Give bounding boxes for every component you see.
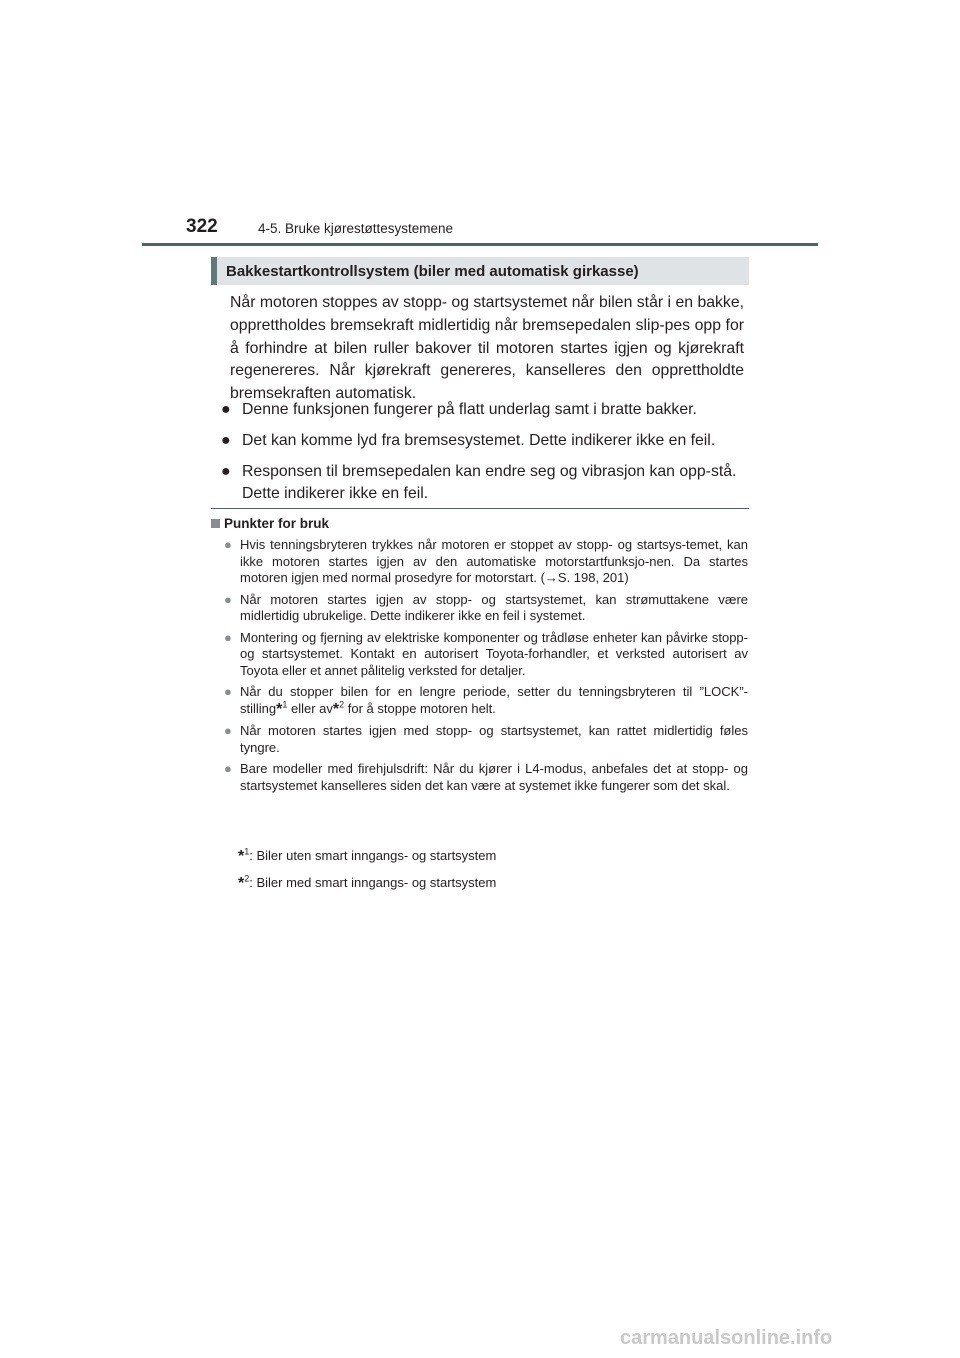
bullet-icon: ●: [224, 591, 232, 607]
watermark: carmanualsonline.info: [620, 1327, 833, 1349]
footnote-2: *$^2$: Biler med smart inngangs- og startsystem: [238, 873, 497, 892]
notes-list: [224, 537, 748, 799]
list-item: ● Når motoren startes igjen av stopp- og startsystemet, kan strømuttakene være midlertidig ubrukelige. Dette indikerer ikke en feil i systemet.: [224, 591, 748, 624]
lock-note: Når du stopper bilen for en lengre periode, setter du tenningsbryteren til ”LOCK”-stilling*$^1$ eller av*$^2$ for å stoppe motoren helt.: [240, 684, 748, 718]
list-item: ● Når motoren startes igjen med stopp- og startsystemet, kan rattet midlertidig føles tyngre.: [224, 723, 748, 755]
square-bullet-icon: [211, 519, 220, 528]
title-accent-bar: [211, 257, 217, 285]
list-item: ● Det kan komme lyd fra bremsesystemet. Dette indikerer ikke en feil.: [217, 430, 747, 453]
intro-paragraph: Når motoren stoppes av stopp- og startsystemet når bilen står i en bakke, opprettholdes bremsekraft midlertidig når bremsepedalen slip-pes opp for å forhindre at bilen ruller bakover til motoren startes igjen og kjørekraft regenereres. Når kjørekraft genereres, kanselleres den opprettholdte bremsekraften automatisk.: [230, 294, 744, 403]
section-label: 4-5. Bruke kjørestøttesystemene: [258, 221, 454, 236]
list-item: ● Montering og fjerning av elektriske komponenter og trådløse enheter kan påvirke stopp- og startsystemet. Kontakt en autorisert Toyota-forhandler, et verksted autorisert av Toyota eller et annet pålitelig verksted for detaljer.: [224, 629, 748, 678]
main-bullet-list: [217, 399, 747, 514]
footnote-1: *$^1$: Biler uten smart inngangs- og startsystem: [238, 846, 497, 865]
section-divider: [211, 508, 749, 509]
bullet-icon: ●: [221, 462, 231, 480]
bullet-icon: ●: [224, 684, 232, 700]
bullet-icon: ●: [221, 431, 231, 449]
list-item: ● Bare modeller med firehjulsdrift: Når du kjører i L4-modus, anbefales det at stopp- og startsystemet kanselleres siden det kan være at systemet ikke fungerer som det skal.: [224, 760, 748, 793]
bullet-icon: ●: [224, 537, 232, 552]
page-number: 322: [186, 216, 218, 237]
section-title: Bakkestartkontrollsystem (biler med automatisk girkasse): [226, 262, 639, 280]
bullet-icon: ●: [224, 723, 232, 739]
bullet-icon: ●: [221, 401, 231, 418]
list-item: ● Denne funksjonen fungerer på flatt underlag samt i bratte bakker.: [217, 399, 747, 422]
section-title-box: [211, 257, 749, 285]
list-item: ● Responsen til bremsepedalen kan endre seg og vibrasjon kan opp-stå. Dette indikerer ikke en feil.: [217, 461, 747, 507]
bullet-icon: ●: [224, 629, 232, 645]
header-rule: [142, 243, 818, 246]
footnote-star-1: *: [276, 700, 283, 718]
notes-heading: Punkter for bruk: [211, 516, 329, 531]
footnote-star-2: *: [332, 700, 340, 718]
list-item: [224, 684, 748, 718]
bullet-icon: ●: [224, 760, 232, 776]
footnotes: [238, 848, 748, 902]
list-item: ● Hvis tenningsbryteren trykkes når motoren er stoppet av stopp- og startsys-temet, kan ikke motoren startes igjen av den automatiske motorstartfunksjo-nen. Da startes motoren igjen med normal prosedyre for motorstart. (→S. 198, 201): [224, 537, 748, 586]
